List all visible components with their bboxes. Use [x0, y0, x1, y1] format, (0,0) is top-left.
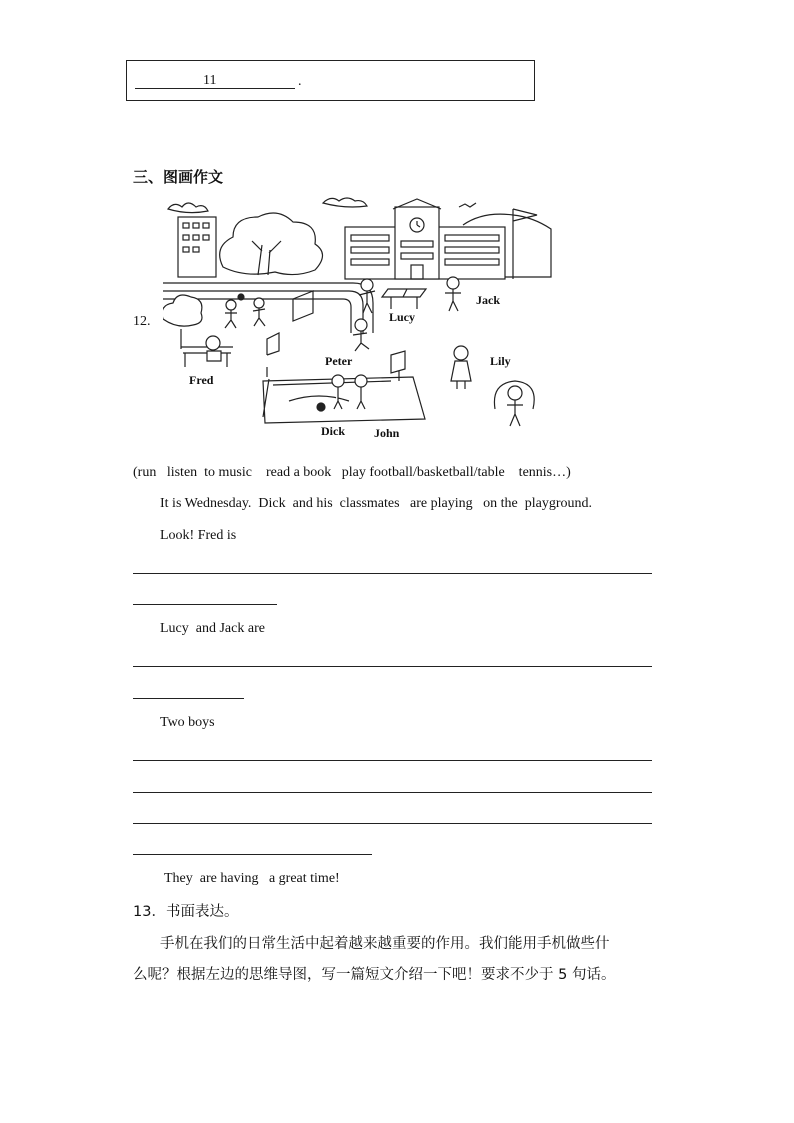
label-lucy: Lucy [389, 310, 416, 324]
basketball-hoop-right [391, 351, 405, 381]
label-lily: Lily [490, 354, 511, 368]
prompt-two-boys: Two boys [160, 715, 215, 730]
answer-number: 11 [203, 73, 217, 88]
cloud-middle [323, 198, 367, 207]
intro-sentence: It is Wednesday. Dick and his classmates are playing on the playground. [160, 496, 592, 511]
label-jack: Jack [476, 293, 500, 307]
writing-line [133, 823, 652, 824]
prompt-lucy-jack: Lucy and Jack are [160, 621, 265, 636]
question-12-number: 12. [133, 314, 151, 329]
cloud-left [168, 203, 208, 213]
writing-line [133, 666, 652, 667]
writing-line [133, 573, 652, 574]
writing-line [133, 698, 244, 699]
jack-figure [445, 277, 461, 311]
basketball-hoop-left [267, 333, 279, 377]
bird [459, 203, 476, 207]
football [238, 294, 244, 300]
label-john: John [374, 426, 400, 440]
answer-box-11 [126, 60, 535, 101]
playground-picture [163, 195, 555, 445]
label-peter: Peter [325, 354, 353, 368]
lily-figure [451, 346, 471, 389]
fred-figure [206, 336, 221, 361]
label-dick: Dick [321, 424, 345, 438]
table-tennis-table [382, 289, 426, 309]
question-13-line-1: 手机在我们的日常生活中起着越来越重要的作用。我们能用手机做些什 [160, 936, 610, 952]
rope-jumper-figure [494, 381, 534, 426]
writing-line [133, 760, 652, 761]
writing-line [133, 604, 277, 605]
basketball [317, 403, 325, 411]
prompt-fred: Look! Fred is [160, 528, 237, 543]
writing-line [133, 792, 652, 793]
section-heading: 三、图画作文 [133, 168, 224, 186]
question-13-label: 13．书面表达。 [133, 904, 239, 920]
football-goal [293, 291, 313, 321]
label-fred: Fred [189, 373, 214, 387]
question-13-line-2: 么呢？根据左边的思维导图，写一篇短文介绍一下吧！要求不少于 5 句话。 [133, 967, 616, 983]
big-tree [220, 213, 323, 275]
football-players [225, 298, 265, 328]
peter-figure [353, 319, 369, 351]
answer-period: . [298, 74, 302, 89]
small-tree [163, 295, 202, 326]
hint-text: (run listen to music read a book play football/basketball/table tennis…) [133, 465, 571, 480]
writing-line [133, 854, 372, 855]
closing-sentence: They are having a great time! [164, 871, 340, 886]
